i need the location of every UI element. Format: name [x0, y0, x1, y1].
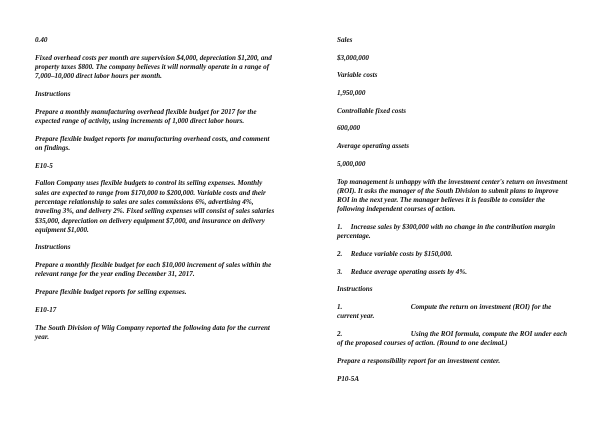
- paragraph: Fallon Company uses flexible budgets to control its selling expenses. Monthly sales are expected to range from $170,000 to $200,000. Variable costs and their percentage relationship to sales are sales commissions 6%, advertising 4%, traveling 3%, and delivery 2%. Fixed selling expenses will consist of sales salaries $35,000, depreciation on delivery equipment $7,000, and insurance on delivery equipment $1,000.: [35, 179, 275, 234]
- problem-heading: P10-5A: [337, 374, 360, 383]
- list-number: 3.: [337, 267, 343, 276]
- list-item: [337, 250, 572, 259]
- data-value: 1,950,000: [337, 89, 366, 98]
- paragraph: Prepare a monthly flexible budget for each $10,000 increment of sales within the relevant range for the year ending December 31, 2017.: [35, 261, 272, 279]
- paragraph: Top management is unhappy with the investment center's return on investment (ROI). It asks the manager of the South Division to submit plans to improve ROI in the next year. The manager believes it is feasible to consider the following independent courses of action.: [337, 177, 568, 214]
- paragraph: Fixed overhead costs per month are supervision $4,000, depreciation $1,200, and property taxes $800. The company believes it will normally operate in a range of 7,000–10,000 direct labor hours per month.: [35, 53, 272, 81]
- exercise-heading: E10-17: [35, 305, 57, 314]
- data-value: 600,000: [337, 124, 361, 133]
- data-label: Controllable fixed costs: [337, 106, 406, 115]
- list-item: [337, 303, 572, 322]
- list-number: 1.: [337, 223, 343, 232]
- paragraph: Prepare flexible budget reports for manufacturing overhead costs, and comment on findings.: [35, 134, 270, 152]
- right-column: [337, 36, 572, 392]
- list-text: Using the ROI formula, compute the ROI under each of the proposed courses of action. (Round to one decimal.): [337, 330, 568, 348]
- list-item: [337, 268, 572, 277]
- paragraph: Prepare a responsibility report for an investment center.: [337, 357, 501, 366]
- value-text: 0.40: [35, 36, 48, 44]
- list-text: Compute the return on investment (ROI) for the current year.: [337, 303, 552, 321]
- paragraph: The South Division of Wiig Company reported the following data for the current year.: [35, 323, 270, 341]
- data-label: Sales: [337, 36, 353, 44]
- paragraph: Prepare flexible budget reports for selling expenses.: [35, 288, 187, 297]
- data-label: Variable costs: [337, 71, 378, 80]
- list-item: [337, 330, 572, 349]
- exercise-heading: E10-5: [35, 161, 53, 170]
- list-text: Reduce variable costs by $150,000.: [350, 250, 453, 259]
- data-value: 5,000,000: [337, 159, 366, 168]
- list-text: Increase sales by $300,000 with no change in the contribution margin percentage.: [337, 223, 556, 241]
- list-number: 1.: [337, 303, 343, 312]
- list-number: 2.: [337, 330, 343, 339]
- instructions-heading: Instructions: [337, 285, 373, 294]
- data-value: $3,000,000: [337, 53, 369, 62]
- paragraph: Prepare a monthly manufacturing overhead flexible budget for 2017 for the expected range of activity, using increments of 1,000 direct labor hours.: [35, 107, 257, 125]
- list-item: [337, 223, 572, 242]
- list-number: 2.: [337, 250, 343, 259]
- instructions-heading: Instructions: [35, 89, 71, 98]
- left-column: [35, 36, 275, 351]
- instructions-heading: Instructions: [35, 243, 71, 252]
- data-label: Average operating assets: [337, 142, 409, 151]
- list-text: Reduce average operating assets by 4%.: [350, 267, 468, 276]
